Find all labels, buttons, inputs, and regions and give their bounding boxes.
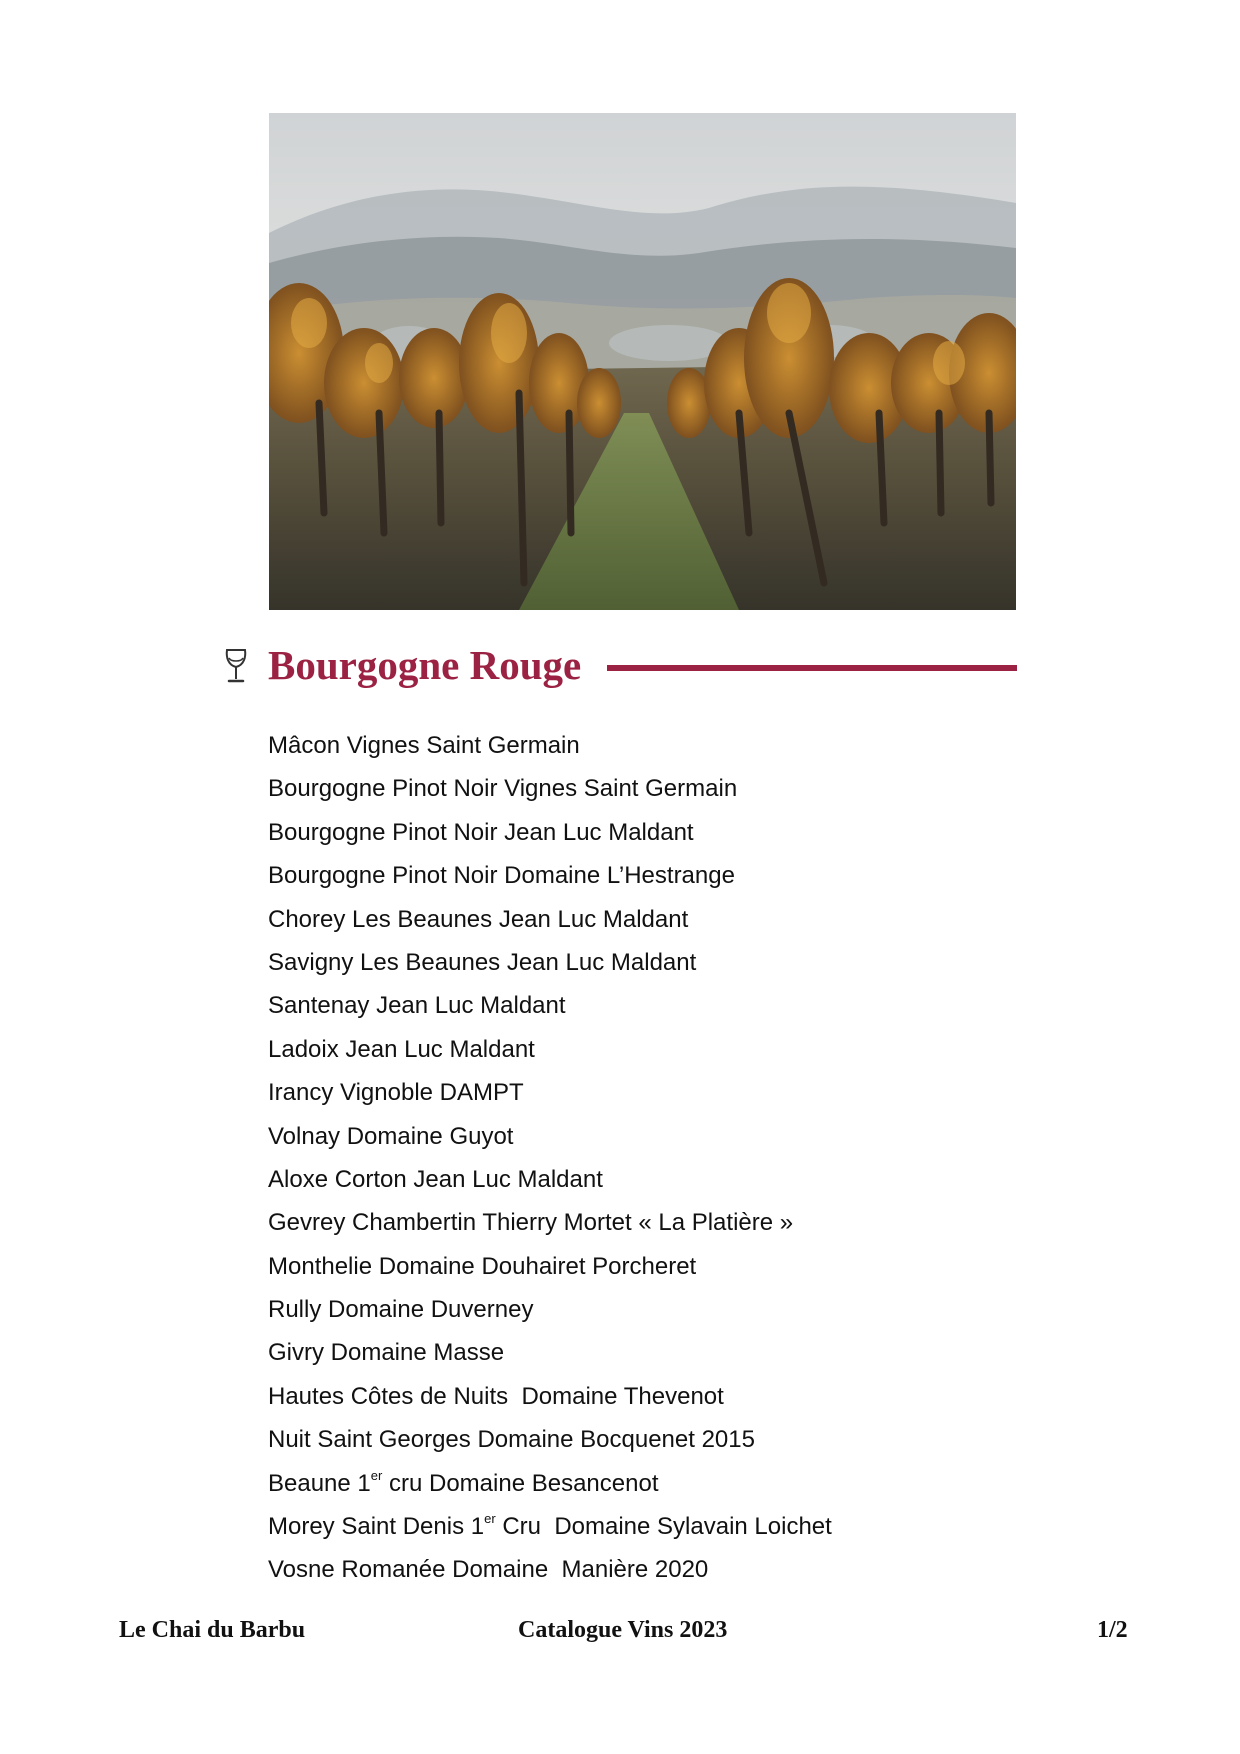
wine-list-item: Chorey Les Beaunes Jean Luc Maldant	[268, 905, 689, 933]
wine-name-part: cru Domaine Besancenot	[382, 1469, 659, 1497]
wine-list-item: Hautes Côtes de Nuits Domaine Thevenot	[268, 1382, 724, 1410]
wine-list-item: Rully Domaine Duverney	[268, 1296, 534, 1324]
wine-name-part: Beaune 1	[268, 1469, 371, 1497]
wine-list-item: Savigny Les Beaunes Jean Luc Maldant	[268, 948, 697, 976]
wine-list-item: Vosne Romanée Domaine Manière 2020	[268, 1556, 709, 1584]
footer-shop-name: Le Chai du Barbu	[119, 1617, 306, 1643]
ordinal-superscript: er	[484, 1511, 496, 1527]
wine-list-item: Volnay Domaine Guyot	[268, 1122, 514, 1150]
wine-list-item: Ladoix Jean Luc Maldant	[268, 1035, 535, 1063]
wine-name-part: Morey Saint Denis 1	[268, 1513, 485, 1541]
wine-glass-icon	[222, 648, 250, 684]
wine-list-item: Nuit Saint Georges Domaine Bocquenet 2015	[268, 1426, 755, 1454]
ordinal-superscript: er	[370, 1467, 383, 1483]
wine-list-item: Gevrey Chambertin Thierry Mortet « La Platière »	[268, 1209, 794, 1237]
wine-list-item: Aloxe Corton Jean Luc Maldant	[268, 1165, 603, 1193]
wine-list-item: Givry Domaine Masse	[268, 1339, 505, 1367]
wine-list-item	[268, 1505, 1028, 1548]
wine-list-item: Santenay Jean Luc Maldant	[268, 992, 566, 1020]
wine-list-item	[268, 1462, 1028, 1505]
section-divider	[607, 665, 1017, 671]
section-heading	[222, 636, 1018, 696]
wine-list-item: Bourgogne Pinot Noir Vignes Saint Germain	[268, 775, 738, 803]
wine-list-item: Monthelie Domaine Douhairet Porcheret	[268, 1252, 697, 1280]
wine-list	[268, 724, 1028, 1592]
wine-list-item: Bourgogne Pinot Noir Jean Luc Maldant	[268, 818, 694, 846]
wine-list-item: Mâcon Vignes Saint Germain	[268, 732, 580, 759]
section-title: Bourgogne Rouge	[268, 642, 582, 688]
wine-list-item: Bourgogne Pinot Noir Domaine L’Hestrange	[268, 862, 735, 890]
footer-page-number: 1/2	[1097, 1617, 1128, 1643]
wine-name-part: Cru Domaine Sylavain Loichet	[495, 1513, 832, 1541]
wine-list-item: Irancy Vignoble DAMPT	[268, 1079, 524, 1107]
vineyard-photo	[269, 113, 1016, 610]
footer-catalogue-title: Catalogue Vins 2023	[518, 1617, 728, 1643]
